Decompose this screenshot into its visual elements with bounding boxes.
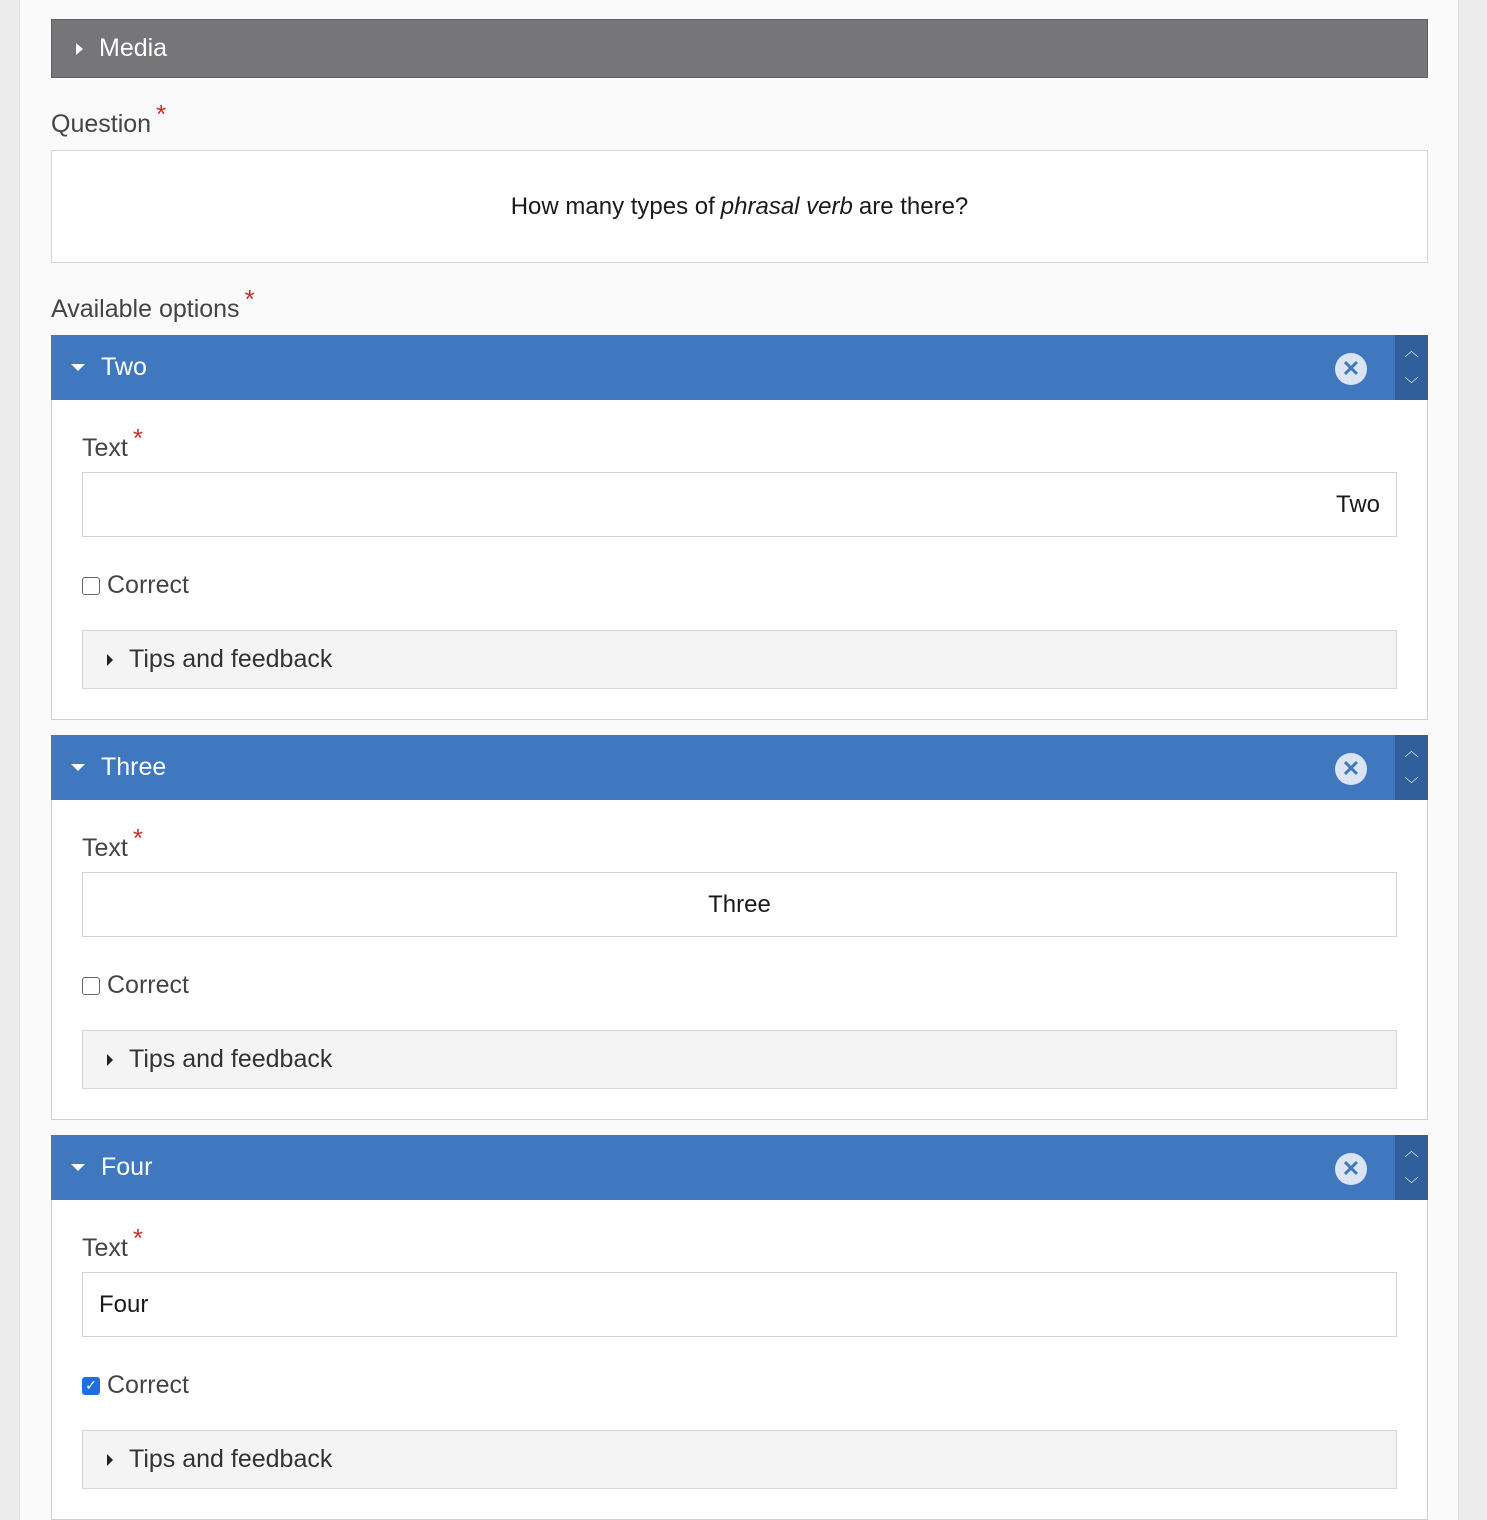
correct-checkbox[interactable] bbox=[82, 977, 100, 995]
required-asterisk: * bbox=[132, 823, 143, 853]
required-asterisk: * bbox=[156, 99, 167, 129]
caret-right-icon bbox=[76, 43, 83, 55]
correct-checkbox-row[interactable] bbox=[82, 571, 189, 600]
tips-label: Tips and feedback bbox=[129, 1445, 333, 1473]
option-title: Three bbox=[101, 753, 167, 781]
tips-feedback-toggle[interactable] bbox=[82, 630, 1397, 689]
correct-checkbox-row[interactable] bbox=[82, 971, 189, 1000]
media-label: Media bbox=[99, 34, 168, 62]
option-title: Two bbox=[101, 353, 147, 381]
required-asterisk: * bbox=[244, 284, 255, 314]
option-item bbox=[51, 1135, 1428, 1520]
text-label: Text * bbox=[82, 423, 143, 462]
question-label: Question * bbox=[51, 99, 167, 138]
close-circle-icon[interactable]: ✕ bbox=[1335, 353, 1367, 385]
correct-checkbox-row[interactable] bbox=[82, 1371, 189, 1400]
caret-right-icon bbox=[107, 1054, 113, 1066]
correct-checkbox[interactable]: ✓ bbox=[82, 1377, 100, 1395]
option-item bbox=[51, 735, 1428, 1120]
caret-down-icon bbox=[71, 1164, 85, 1171]
correct-checkbox[interactable] bbox=[82, 577, 100, 595]
question-editor[interactable] bbox=[51, 150, 1428, 263]
text-label: Text * bbox=[82, 823, 143, 862]
correct-label: Correct bbox=[107, 1371, 189, 1399]
order-buttons bbox=[1395, 335, 1428, 400]
chevron-down-icon[interactable]: ﹀ bbox=[1404, 1175, 1419, 1192]
option-header[interactable] bbox=[51, 335, 1428, 400]
tips-feedback-toggle[interactable] bbox=[82, 1430, 1397, 1489]
chevron-down-icon[interactable]: ﹀ bbox=[1404, 775, 1419, 792]
order-buttons bbox=[1395, 735, 1428, 800]
required-asterisk: * bbox=[132, 423, 143, 453]
chevron-up-icon[interactable]: ︿ bbox=[1404, 343, 1419, 360]
tips-feedback-toggle[interactable] bbox=[82, 1030, 1397, 1089]
close-circle-icon[interactable]: ✕ bbox=[1335, 753, 1367, 785]
caret-down-icon bbox=[71, 764, 85, 771]
editor-page bbox=[19, 0, 1459, 1520]
question-text-before: How many types of bbox=[510, 192, 715, 220]
option-title: Four bbox=[101, 1153, 153, 1181]
correct-label: Correct bbox=[107, 971, 189, 999]
question-text-after: are there? bbox=[858, 192, 969, 220]
chevron-up-icon[interactable]: ︿ bbox=[1404, 1143, 1419, 1160]
correct-label: Correct bbox=[107, 571, 189, 599]
option-item bbox=[51, 335, 1428, 720]
option-text-input[interactable]: Four bbox=[82, 1272, 1397, 1337]
close-circle-icon[interactable]: ✕ bbox=[1335, 1153, 1367, 1185]
available-options-label: Available options * bbox=[51, 284, 255, 323]
text-label: Text * bbox=[82, 1223, 143, 1262]
question-text-emphasis: phrasal verb bbox=[720, 192, 853, 220]
chevron-down-icon[interactable]: ﹀ bbox=[1404, 375, 1419, 392]
caret-right-icon bbox=[107, 654, 113, 666]
order-buttons bbox=[1395, 1135, 1428, 1200]
option-header[interactable] bbox=[51, 1135, 1428, 1200]
media-section-toggle[interactable] bbox=[51, 19, 1428, 78]
caret-right-icon bbox=[107, 1454, 113, 1466]
tips-label: Tips and feedback bbox=[129, 645, 333, 673]
chevron-up-icon[interactable]: ︿ bbox=[1404, 743, 1419, 760]
option-text-input[interactable]: Three bbox=[82, 872, 1397, 937]
caret-down-icon bbox=[71, 364, 85, 371]
required-asterisk: * bbox=[132, 1223, 143, 1253]
tips-label: Tips and feedback bbox=[129, 1045, 333, 1073]
option-header[interactable] bbox=[51, 735, 1428, 800]
option-text-input[interactable]: Two bbox=[82, 472, 1397, 537]
